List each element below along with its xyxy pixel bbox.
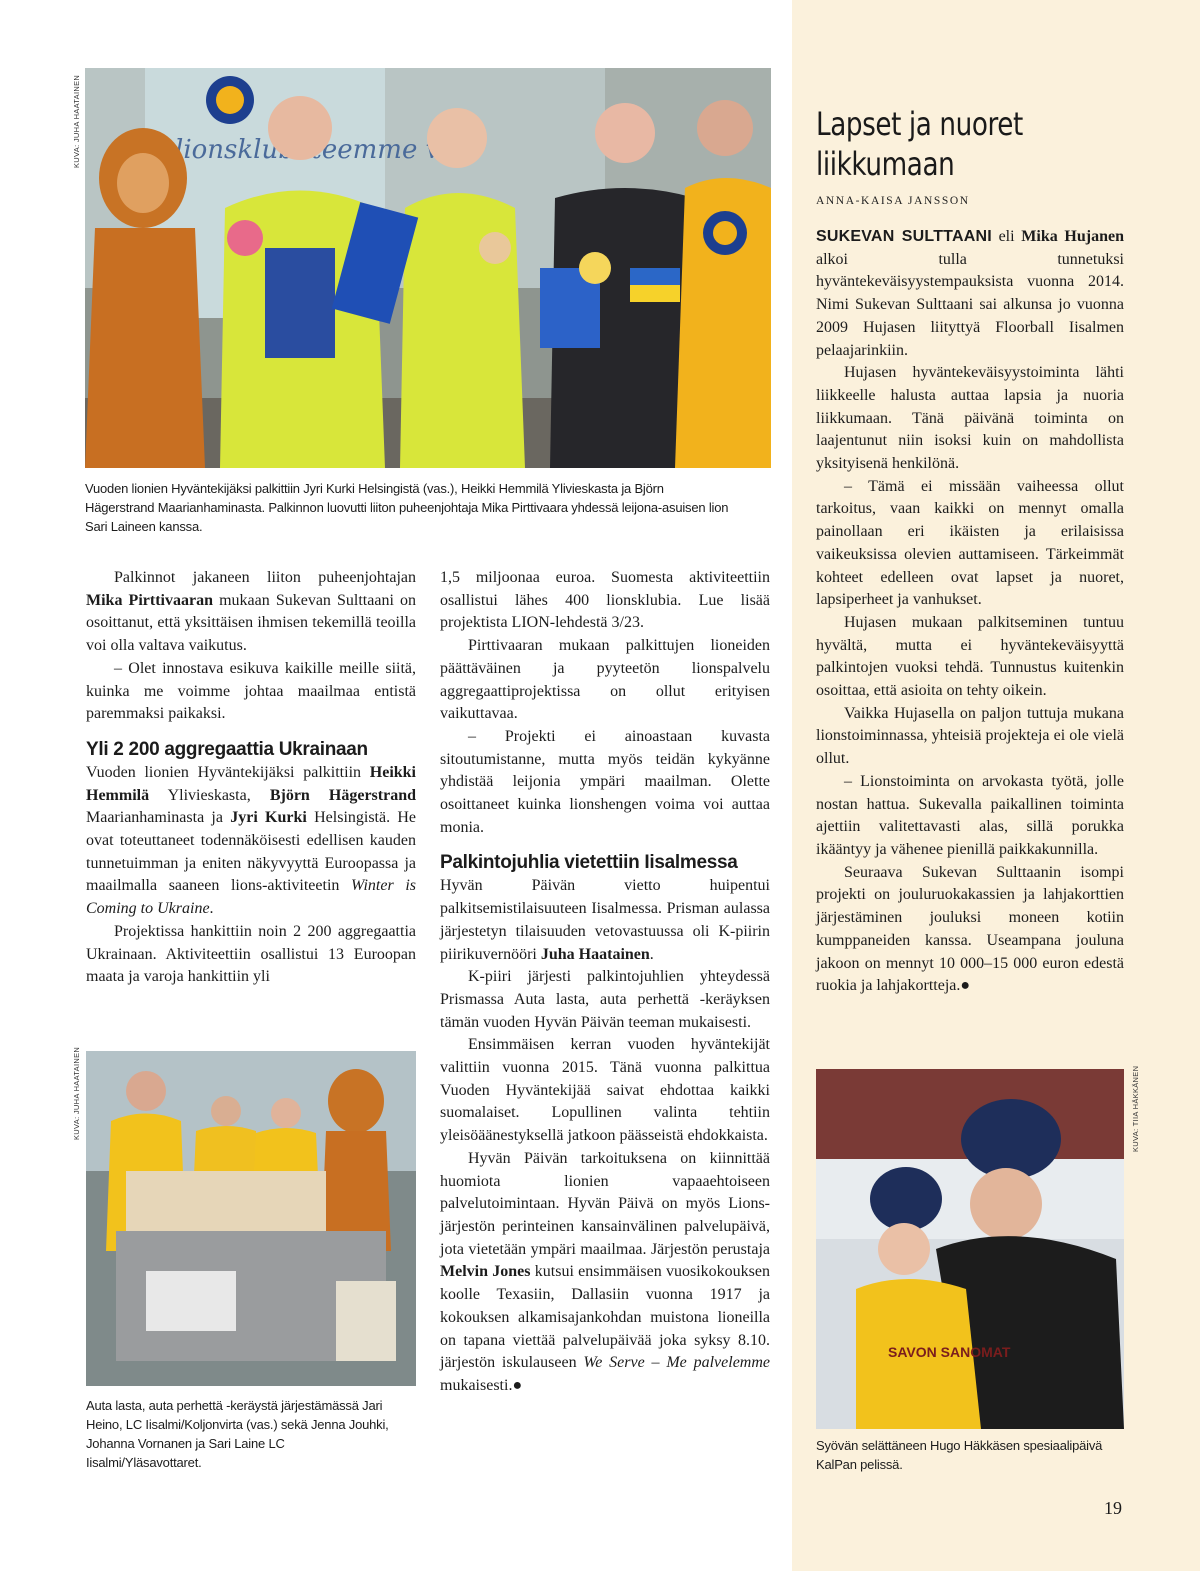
paragraph: Projektissa hankittiin noin 2 200 aggregaattia Ukrainaan. Aktiviteettiin osallistui 13 Euroopan maata ja varoja hankittiin yli <box>86 922 416 986</box>
paragraph: Seuraava Sukevan Sulttaanin isompi projekti on jouluruokakassien ja lahjakorttien järjestäminen jouluksi moneen kotiin kumppaneiden kanssa. Useampana jouluna jakoon on mennyt 10 000–15 000 euron edestä ruokia ja lahjakortteja.● <box>816 863 1124 995</box>
article-column-2 <box>440 567 770 1398</box>
right-photo <box>816 1069 1124 1429</box>
paragraph: Hujasen hyväntekeväisyystoiminta lähti liikkeelle halusta auttaa lapsia ja nuoria liikkumaan. Tänä päivänä toiminta on laajentunut niin isoksi kuin on mahdollista yksityisenä henkilönä. <box>816 364 1124 473</box>
person-name: Björn Hägerstrand <box>269 786 417 804</box>
jersey-text: SAVON SANOMAT <box>888 1344 1011 1360</box>
motto: We Serve – Me palvelemme <box>583 1354 770 1372</box>
sidebar-column <box>816 226 1124 998</box>
lead-in: SUKEVAN SULTTAANI <box>816 228 992 245</box>
paragraph: Pirttivaaran mukaan palkittujen lioneiden päättäväinen ja pyyteetön lionspalvelu aggregaattiprojektissa on ollut erityisen vaikuttavaa. <box>440 637 770 723</box>
subheading-iisalmi: Palkintojuhlia vietettiin Iisalmessa <box>440 852 738 874</box>
paragraph: Vaikka Hujasella on paljon tuttuja mukana lionstoiminnassa, yhteisiä projekteja ei ole vielä ollut. <box>816 704 1124 768</box>
person-name: Jyri Kurki <box>230 809 307 827</box>
paragraph: – Projekti ei ainoastaan kuvasta sitoutumistanne, mutta myös teidän kykyänne yhdistää leijonia ympäri maailman. Olette osoittaneet kuinka lionshengen voima voi auttaa monia. <box>440 727 770 836</box>
paragraph: Hujasen mukaan palkitseminen tuntuu hyvältä, mutta ei hyväntekeväisyyttä palkintojen vuoksi tehdä. Tunnustus kuitenkin osoittaa, että asioita on tehty oikein. <box>816 613 1124 700</box>
bottom-left-photo-caption: Auta lasta, auta perhettä -keräystä järjestämässä Jari Heino, LC Iisalmi/Koljonvirta (vas.) sekä Jenna Jouhki, Johanna Vornanen ja Sari Laine LC Iisalmi/Yläsavottaret. <box>86 1398 389 1470</box>
paragraph: SUKEVAN SULTTAANI eli Mika Hujanen alkoi tulla tunnetuksi hyväntekeväisyystempauksista vuonna 2014. Nimi Sukevan Sulttaani sai alkunsa jo vuonna 2009 Hujasen liityttyä Floorball Iisalmen pelaajarinkiin. <box>816 228 1124 359</box>
person-name: Mika Pirttivaaran <box>86 591 213 609</box>
paragraph: 1,5 miljoonaa euroa. Suomesta aktiviteettiin osallistui lähes 400 lionsklubia. Lue lisää projektista LION-lehdestä 3/23. <box>440 569 770 632</box>
photo-credit-right: KUVA: TIIA HÄKKÄNEN <box>1131 1065 1140 1152</box>
paragraph: – Lionstoiminta on arvokasta työtä, jolle nostan hattua. Sukevalla paikallinen toiminta ajettiin valitettavasti alas, sillä porukka ikääntyy ja vähenee pienillä paikkakunnilla. <box>816 772 1124 858</box>
page-number: 19 <box>1104 1498 1122 1518</box>
person-name: Mika Hujanen <box>1021 228 1124 245</box>
photo-credit-top: KUVA: JUHA HAATAINEN <box>72 74 81 168</box>
lions-sign-text: lionsklubi teemme <box>175 135 418 165</box>
person-name: Melvin Jones <box>440 1263 531 1281</box>
main-photo <box>85 68 771 468</box>
right-photo-caption: Syövän selättäneen Hugo Häkkäsen spesiaalipäivä KalPan pelissä. <box>816 1438 1103 1472</box>
bottom-left-photo <box>86 1051 416 1386</box>
paragraph: Hyvän Päivän tarkoituksena on kiinnittää huomiota lionien vapaaehtoiseen palvelutoimintaan. Hyvän Päivä on myös Lions-järjestön perinteinen kansainvälinen palvelupäivä, jota vietetään ympäri maailmaa. Järjestön perustaja Melvin Jones kutsui ensimmäisen vuosikokouksen koolle Texasiin, Dallasiin vuonna 1917 ja kokouksen alkamisajankohdan muistona lioneilla on tapana viettää palvelupäivää joka syksy 8.10. järjestön iskulauseen We Serve – Me palvelemme mukaisesti.● <box>440 1149 770 1394</box>
photo-credit-bottom-left: KUVA: JUHA HAATAINEN <box>72 1046 81 1140</box>
sidebar-byline: ANNA-KAISA JANSSON <box>816 195 970 207</box>
paragraph: K-piiri järjesti palkintojuhlien yhteydessä Prismassa Auta lasta, auta perhettä -keräyksen tämän vuoden Hyvän Päivän teeman mukaisesti. <box>440 968 770 1031</box>
person-name: Heikki Hemmilä <box>86 763 416 804</box>
subheading-ukraine: Yli 2 200 aggregaattia Ukrainaan <box>86 738 368 760</box>
paragraph: – Olet innostava esikuva kaikille meille siitä, kuinka me voimme johtaa maailmaa entistä paremmaksi paikaksi. <box>86 659 416 723</box>
person-name: Juha Haatainen <box>540 945 650 963</box>
project-title: Winter is Coming to Ukraine <box>86 877 416 918</box>
end-mark: ● <box>960 977 971 995</box>
paragraph: – Tämä ei missään vaiheessa ollut tarkoitus, vaan kaikki on mennyt omalla painollaan eri ikäisten ja erilaisissa vaikeuksissa olevien auttamiseen. Tärkeimmät kohteet edelleen ovat lapset ja nuoret, lapsiperheet ja vanhukset. <box>816 477 1124 609</box>
article-column-1 <box>86 567 416 989</box>
paragraph: Palkinnot jakaneen liiton puheenjohtajan Mika Pirttivaaran mukaan Sukevan Sulttaani on osoittanut, että yksittäisen ihmisen tekemillä teoilla voi olla valtava vaikutus. <box>86 569 417 655</box>
end-mark: ● <box>512 1376 523 1394</box>
main-photo-caption: Vuoden lionien Hyväntekijäksi palkittiin Jyri Kurki Helsingistä (vas.), Heikki Hemmilä Ylivieskasta ja Björn Hägerstrand Maarianhaminasta. Palkinnon luovutti liiton puheenjohtaja Mika Pirttivaara yhdessä leijona-asuisen lion Sari Laineen kanssa. <box>85 481 729 534</box>
paragraph: Ensimmäisen kerran vuoden hyväntekijät valittiin vuonna 2015. Tänä vuonna palkittua Vuoden Hyväntekijää saivat ehdottaa kaikki suomalaiset. Lopullinen valinta tehtiin yleisöäänestyksellä jatkoon päässeistä ehdokkaista. <box>440 1036 770 1145</box>
sidebar-title: Lapset ja nuoret liikkumaan <box>816 105 1023 183</box>
paragraph: Vuoden lionien Hyväntekijäksi palkittiin Heikki Hemmilä Ylivieskasta, Björn Hägerstrand Maarianhaminasta ja Jyri Kurki Helsingistä. He ovat toteuttaneet todennäköisesti edellisen kauden tunnetuimman ja eniten näkyvyyttä Euroopassa ja maailmalla saaneen lions-aktiviteetin Winter is Coming to Ukraine. <box>86 763 417 918</box>
paragraph: Hyvän Päivän vietto huipentui palkitsemistilaisuuteen Iisalmessa. Prisman aulassa järjestetyn tilaisuuden vetovastuussa oli K-piirin piirikuvernööri Juha Haatainen. <box>440 877 770 963</box>
